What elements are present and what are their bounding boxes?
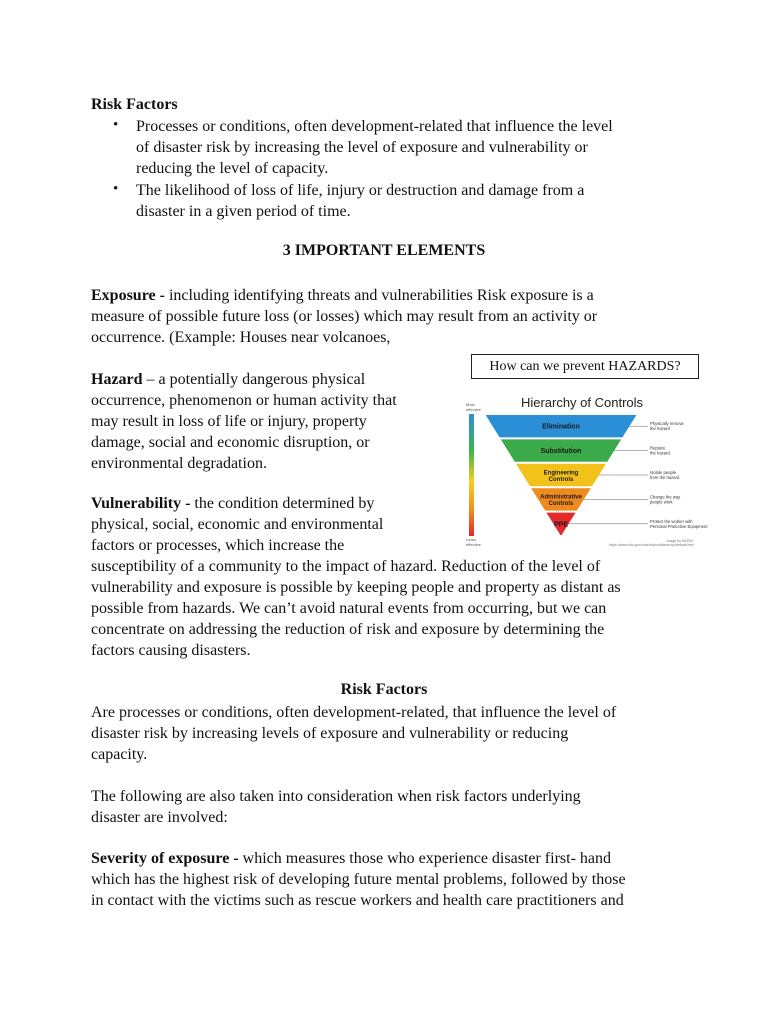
pyramid-level-note: Replace the hazard [650, 445, 670, 456]
hazard-line-2: occurrence, phenomenon or human activity that [91, 392, 397, 409]
section-title-risk-factors: Risk Factors [91, 96, 178, 113]
hierarchy-title: Hierarchy of Controls [520, 395, 644, 410]
pyramid [486, 415, 709, 535]
severity-line-2: which has the highest risk of developing future mental problems, followed by those [91, 871, 626, 888]
pyramid-level-label: Substitution [540, 448, 582, 456]
exposure-line-3: occurrence. (Example: Houses near volcanoes, [91, 329, 391, 346]
exposure-line-1: Exposure - including identifying threats and vulnerabilities Risk exposure is a [91, 287, 594, 304]
consideration-line-2: disaster are involved: [91, 809, 228, 826]
bullet-1-line-1: Processes or conditions, often development-related that influence the level [136, 118, 613, 135]
bullet-2-line-1: The likelihood of loss of life, injury or destruction and damage from a [136, 182, 585, 199]
vulnerability-line-4: susceptibility of a community to the impact of hazard. Reduction of the level of [91, 558, 601, 575]
vulnerability-line-3: factors or processes, which increase the [91, 537, 345, 554]
hierarchy-of-controls-figure [462, 392, 708, 552]
bullet-icon: • [113, 117, 119, 133]
least-effective-label: Least effective [466, 537, 481, 547]
pyramid-level-note: Physically remove the hazard [650, 421, 684, 432]
pyramid-level-label: Elimination [542, 423, 580, 431]
vulnerability-line-5: vulnerability and exposure is possible by keeping people and property as distant as [91, 579, 621, 596]
image-credit: Image by NIOSH https://www.cdc.gov/niosh/topics/hierarchy/default.html [609, 539, 694, 547]
vulnerability-line-8: factors causing disasters. [91, 642, 251, 659]
bullet-icon: • [113, 181, 119, 197]
severity-line-3: in contact with the victims such as rescue workers and health care practitioners and [91, 892, 624, 909]
severity-term: Severity of exposure - [91, 850, 239, 867]
elements-heading: 3 IMPORTANT ELEMENTS [282, 242, 486, 259]
hazard-line-4: damage, social and economic disruption, or [91, 434, 370, 451]
bullet-2-line-2: disaster in a given period of time. [136, 203, 351, 220]
consideration-line-1: The following are also taken into consideration when risk factors underlying [91, 788, 581, 805]
pyramid-level-label: PPE [553, 521, 569, 529]
hazard-line-5: environmental degradation. [91, 455, 267, 472]
hazard-line-1: Hazard – a potentially dangerous physical [91, 371, 366, 388]
pyramid-level-note: Isolate people from the hazard [650, 470, 680, 480]
exposure-term: Exposure - [91, 287, 165, 304]
most-effective-label: Most effective [466, 402, 481, 412]
risk-factors-line-3: capacity. [91, 746, 148, 763]
exposure-line-2: measure of possible future loss (or losses) which may result from an activity or [91, 308, 598, 325]
section-title-risk-factors-2: Risk Factors [340, 681, 428, 698]
bullet-1-line-2: of disaster risk by increasing the level of exposure and vulnerability or [136, 139, 588, 156]
risk-factors-line-2: disaster risk by increasing levels of exposure and vulnerability or reducing [91, 725, 569, 742]
vulnerability-line-2: physical, social, economic and environmental [91, 516, 384, 533]
prevent-hazards-callout: How can we prevent HAZARDS? [471, 354, 699, 379]
vulnerability-line-6: possible from hazards. We can’t avoid natural events from occurring, but we can [91, 600, 607, 617]
vulnerability-line-7: concentrate on addressing the reduction of risk and exposure by determining the [91, 621, 605, 638]
vulnerability-term: Vulnerability - [91, 495, 191, 512]
risk-factors-line-1: Are processes or conditions, often development-related, that influence the level of [91, 704, 617, 721]
pyramid-level-note: Change the way people work [650, 494, 681, 505]
hazard-term: Hazard [91, 371, 143, 388]
hazard-line-3: may result in loss of life or injury, property [91, 413, 367, 430]
pyramid-level-note: Protect the worker with Personal Protective Equipment [650, 518, 708, 529]
pyramid-level-label: Administrative Controls [540, 494, 582, 508]
severity-line-1: Severity of exposure - which measures those who experience disaster first- hand [91, 850, 611, 867]
effectiveness-gradient-bar [469, 414, 474, 536]
pyramid-level-label: Engineering Controls [543, 470, 579, 483]
bullet-1-line-3: reducing the level of capacity. [136, 160, 329, 177]
vulnerability-line-1: Vulnerability - the condition determined by [91, 495, 375, 512]
